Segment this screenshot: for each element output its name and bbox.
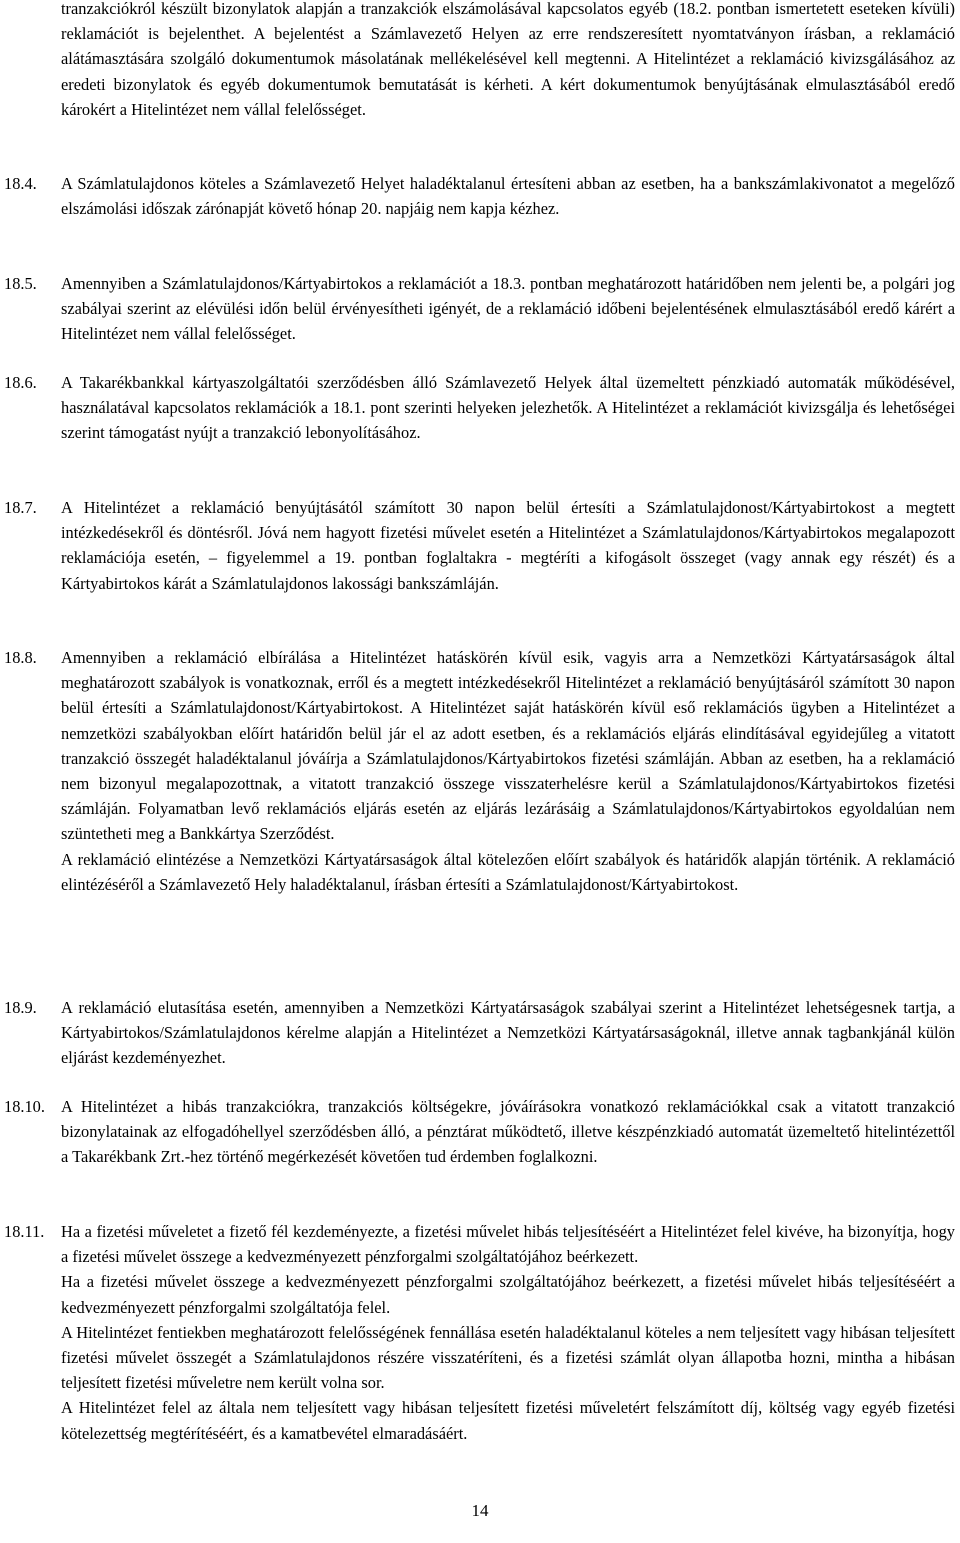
section-body (61, 1219, 955, 1446)
section-18-9 (4, 995, 955, 1071)
section-body (61, 1094, 955, 1170)
paragraph-text: Amennyiben a Számlatulajdonos/Kártyabirtokos a reklamációt a 18.3. pontban meghatározott határidőben nem jelenti be, a polgári jog szabályai szerint az elévülési időn belül érvényesítheti igényét, de a reklamáció időbeni bejelentésének elmulasztásából eredő kárért a Hitelintézet nem vállal felelősséget. (61, 274, 955, 344)
section-number: 18.8. (4, 648, 37, 667)
paragraph-text: A Hitelintézet a hibás tranzakciókra, tranzakciós költségekre, jóváírásokra vonatkozó reklamációkkal csak a vitatott tranzakció bizonylatainak az elfogadóhellyel szerződésben álló, a pénztárat működtető, illetve készpénzkiadó automatát üzemeltető hitelintézettől a Takarékbank Zrt.-hez történő megérkezését követően tud érdemben foglalkozni. (61, 1097, 955, 1167)
section-number: 18.5. (4, 274, 37, 293)
section-number: 18.9. (4, 998, 37, 1017)
page-number: 14 (471, 1501, 489, 1520)
section-18-6 (4, 370, 955, 446)
paragraph-text: A Hitelintézet fentiekben meghatározott felelősségének fennállása esetén haladéktalanul köteles a nem teljesített vagy hibásan teljesített fizetési művelet összegét a Számlatulajdonos részére visszatéríteni, és a fizetési számlát olyan állapotba hozni, mintha a hibásan teljesített fizetési műveletre nem került volna sor. (61, 1322, 955, 1393)
paragraph-text: A Hitelintézet a reklamáció benyújtásától számított 30 napon belül értesíti a Számlatulajdonost/Kártyabirtokost a megtett intézkedésekről és döntésről. Jóvá nem hagyott fizetési művelet esetén a Hitelintézet a Számlatulajdonos/Kártyabirtokos megalapozott reklamációja esetén, – figyelemmel a 19. pontban foglaltakra - megtéríti a kifogásolt összeget (vagy annak egy részét) és a Kártyabirtokos kárát a Számlatulajdonos lakossági bankszámláján. (61, 498, 955, 593)
paragraph-text: tranzakciókról készült bizonylatok alapján a tranzakciók elszámolásával kapcsolatos egyéb (18.2. pontban ismertetett eseteken kívüli) reklamációt is bejelenthet. A bejelentést a Számlavezető Helyen az erre rendszeresített nyomtatványon írásban, a reklamáció alátámasztására szolgáló dokumentumok másolatának mellékelésével kell megtenni. A Hitelintézet a reklamáció kivizsgálásához az eredeti bizonylatok és egyéb dokumentumok bemutatását is kérheti. A kért dokumentumok benyújtásának elmulasztásából eredő károkért a Hitelintézet nem vállal felelősséget. (61, 0, 955, 119)
section-body (61, 271, 955, 347)
section-number: 18.4. (4, 174, 37, 193)
paragraph-text: Ha a fizetési műveletet a fizető fél kezdeményezte, a fizetési művelet hibás teljesítéséért a Hitelintézet felel kivéve, ha bizonyítja, hogy a fizetési művelet összege a kedvezményezett pénzforgalmi szolgáltatójához beérkezett. (61, 1222, 955, 1267)
section-18-10 (4, 1094, 955, 1170)
paragraph-text: Amennyiben a reklamáció elbírálása a Hitelintézet hatáskörén kívül esik, vagyis arra a Nemzetközi Kártyatársaságok által meghatározott szabályok is vonatkoznak, erről és a megtett intézkedésekről Hitelintézet a reklamáció benyújtásáról számított 30 napon belül értesíti a Számlatulajdonost/Kártyabirtokost. A Hitelintézet saját hatáskörén kívül eső reklamációs ügyben a Hitelintézet a nemzetközi szabályokban előírt határidőn belül jár el az adott esetben, és a reklamációs eljárás elindításával egyidejűleg a vitatott tranzakció összegét haladéktalanul jóváírja a Számlatulajdonos/Kártyabirtokos fizetési számláján. Abban az esetben, ha a reklamáció nem bizonyul megalapozottnak, a vitatott tranzakció összege visszaterhelésre kerül a Számlatulajdonos/Kártyabirtokos fizetési számláján. Folyamatban levő reklamációs eljárás esetén az eljárás lezárásáig a Számlatulajdonos/Kártyabirtokos egyoldalúan nem szüntetheti meg a Bankkártya Szerződést. (61, 648, 955, 844)
section-18-4 (4, 171, 955, 221)
section-18-11 (4, 1219, 955, 1446)
paragraph-text: A reklamáció elintézése a Nemzetközi Kártyatársaságok által kötelezően előírt szabályok és határidők alapján történik. A reklamáció elintézéséről a Számlavezető Hely haladéktalanul, írásban értesíti a Számlatulajdonost/Kártyabirtokost. (61, 849, 955, 894)
section-body (61, 645, 955, 897)
section-body (61, 995, 955, 1071)
paragraph-text: A Számlatulajdonos köteles a Számlavezető Helyet haladéktalanul értesíteni abban az esetben, ha a bankszámlakivonatot a megelőző elszámolási időszak zárónapját követő hónap 20. napjáig nem kapja kézhez. (61, 174, 955, 219)
paragraph-text: A Takarékbankkal kártyaszolgáltatói szerződésben álló Számlavezető Helyek által üzemeltett pénzkiadó automaták működésével, használatával kapcsolatos reklamációk a 18.1. pont szerinti helyeken jelezhetők. A Hitelintézet a reklamációt kivizsgálja és lehetőségei szerint támogatást nyújt a tranzakció lebonyolításához. (61, 373, 955, 443)
section-body (61, 171, 955, 221)
section-number: 18.6. (4, 373, 37, 392)
paragraph-text: A reklamáció elutasítása esetén, amennyiben a Nemzetközi Kártyatársaságok szabályai szerint a Hitelintézet lehetségesnek tartja, a Kártyabirtokos/Számlatulajdonos kérelme alapján a Hitelintézet a Nemzetközi Kártyatársaságoknál, illetve annak tagbankjánál külön eljárást kezdeményezhet. (61, 998, 955, 1068)
paragraph-text: Ha a fizetési művelet összege a kedvezményezett pénzforgalmi szolgáltatójához beérkezett, a fizetési művelet hibás teljesítéséért a kedvezményezett pénzforgalmi szolgáltatója felel. (61, 1272, 955, 1317)
section-body (61, 370, 955, 446)
section-18-8 (4, 645, 955, 897)
paragraph-text: A Hitelintézet felel az általa nem teljesített vagy hibásan teljesített fizetési műveletért felszámított díj, költség vagy egyéb fizetési kötelezettség megtérítéséért, és a kamatbevétel elmaradásáért. (61, 1398, 955, 1443)
section-number: 18.10. (4, 1097, 45, 1116)
section-18-5 (4, 271, 955, 347)
section-18-7 (4, 495, 955, 596)
section-body (61, 495, 955, 596)
section-number: 18.11. (4, 1222, 45, 1241)
intro-paragraph (61, 0, 955, 122)
section-number: 18.7. (4, 498, 37, 517)
